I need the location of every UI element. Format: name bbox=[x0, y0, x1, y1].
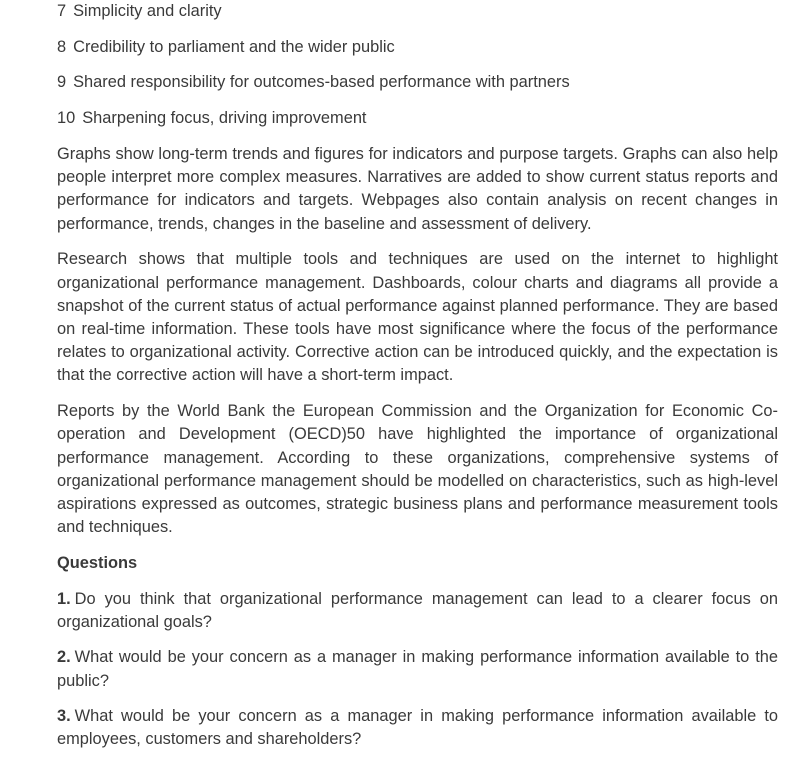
paragraph-reports: Reports by the World Bank the European Commission and the Organization for Economic Co-operation and Development (OECD)50 have highlighted the importance of organizational performance management. According to these organizations, comprehensive systems of organizational performance management should be modelled on characteristics, such as high-level aspirations expressed as outcomes, strategic business plans and performance measurement tools and techniques. bbox=[57, 402, 778, 537]
question-2 bbox=[57, 646, 778, 692]
principle-number: 10 bbox=[57, 109, 76, 128]
principle-text: Shared responsibility for outcomes-based performance with partners bbox=[73, 73, 570, 92]
principle-item-9 bbox=[57, 71, 778, 94]
document-content bbox=[57, 0, 778, 752]
question-number: 3. bbox=[57, 707, 71, 726]
principle-text: Simplicity and clarity bbox=[73, 2, 222, 20]
paragraph-graphs: Graphs show long-term trends and figures for indicators and purpose targets. Graphs can also help people interpret more complex measures. Narratives are added to show current status reports and performance for indicators and targets. Webpages also contain analysis on recent changes in performance, trends, changes in the baseline and assessment of delivery. bbox=[57, 145, 778, 233]
question-number: 1. bbox=[57, 589, 71, 608]
principle-item-8 bbox=[57, 36, 778, 59]
principle-text: Sharpening focus, driving improvement bbox=[82, 109, 367, 128]
principle-text: Credibility to parliament and the wider public bbox=[73, 37, 395, 56]
question-text: Do you think that organizational performance management can lead to a clearer focus on organizational goals? bbox=[57, 589, 778, 631]
principle-item-10 bbox=[57, 107, 778, 130]
paragraph-research: Research shows that multiple tools and techniques are used on the internet to highlight organizational performance management. Dashboards, colour charts and diagrams all provide a snapshot of the current status of actual performance against planned performance. They are based on real-time information. These tools have most significance where the focus of the performance relates to organizational activity. Corrective action can be introduced quickly, and the expectation is that the corrective action will have a short-term impact. bbox=[57, 250, 778, 385]
question-text: What would be your concern as a manager in making performance information available to the public? bbox=[57, 648, 778, 690]
question-number: 2. bbox=[57, 648, 71, 667]
principle-item-7 bbox=[57, 0, 778, 23]
question-3 bbox=[57, 705, 778, 751]
question-1 bbox=[57, 588, 778, 634]
principle-number: 9 bbox=[57, 73, 67, 92]
principle-number: 8 bbox=[57, 37, 67, 56]
principle-number: 7 bbox=[57, 2, 67, 20]
question-text: What would be your concern as a manager in making performance information available to employees, customers and shareholders? bbox=[57, 707, 778, 749]
questions-heading: Questions bbox=[57, 554, 138, 573]
